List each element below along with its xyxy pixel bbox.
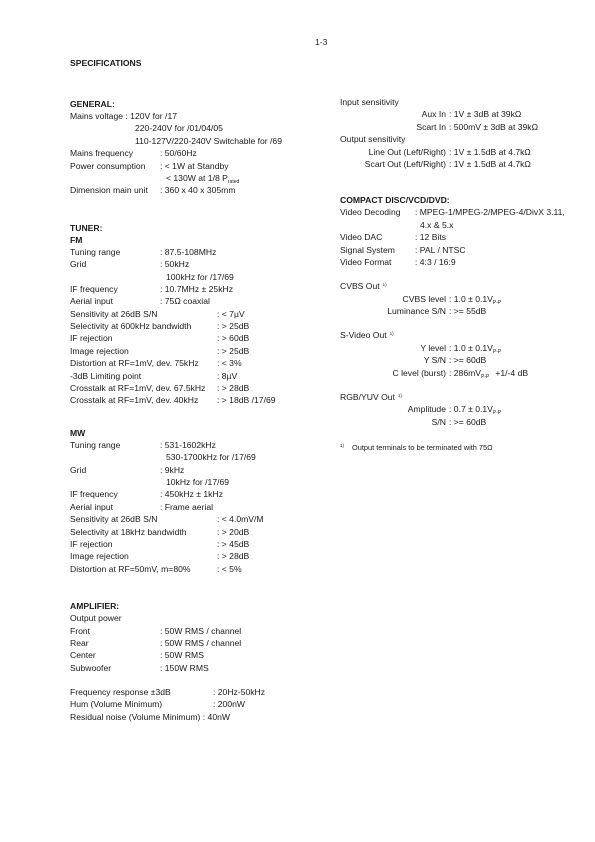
page-number: 1-3: [315, 37, 328, 47]
cvbs-heading: CVBS Out $^{1)}$: [340, 281, 387, 292]
sn-row: [340, 416, 590, 428]
mw-spec-value: : 531-1602kHz: [160, 439, 216, 450]
video-format-value: : 4:3 / 16:9: [415, 256, 456, 267]
signal-system-value: : PAL / NTSC: [415, 244, 466, 255]
fm-spec-row: [70, 258, 330, 270]
mw-heading: MW: [70, 427, 86, 438]
mw-spec-row: [70, 464, 330, 476]
amp-power-label: Center: [70, 650, 96, 661]
amplitude-label: Amplitude: [407, 404, 446, 415]
fm-spec-label: Tuning range: [70, 246, 121, 257]
mains-frequency-value: : 50/60Hz: [160, 148, 197, 159]
power-value-2: < 130W at 1/8 $P_{rated}$: [166, 172, 240, 185]
mw-spec-label: Aerial input: [70, 501, 113, 512]
dimension-value: : 360 x 40 x 305mm: [160, 185, 236, 196]
amp-power-value: : 50W RMS: [160, 650, 204, 661]
scart-in-value: : 500mV ± 3dB at 39kΩ: [449, 121, 539, 132]
fm-spec-label: Image rejection: [70, 345, 129, 356]
mw-spec-list: [70, 439, 330, 575]
amp-power-value: : 50W RMS / channel: [160, 637, 242, 648]
fm-spec-row: [70, 283, 330, 295]
mains-voltage-row-2: [70, 122, 330, 134]
mw-spec-label: Distortion at RF=50mV, m=80%: [70, 563, 191, 574]
mw-spec-row: [70, 501, 330, 513]
mains-voltage-value-2: 220-240V for /01/04/05: [135, 123, 223, 134]
mw-spec-label: Selectivity at 18kHz bandwidth: [70, 526, 187, 537]
mains-voltage-row-3: [70, 135, 330, 147]
luminance-sn-row: [340, 305, 590, 317]
fm-spec-label: Crosstalk at RF=1mV, dev. 67.5kHz: [70, 383, 206, 394]
mw-spec-label: Grid: [70, 464, 87, 475]
mw-spec-row: [70, 513, 330, 525]
amp-power-row: [70, 649, 330, 661]
mains-voltage-row: [70, 110, 330, 122]
mains-frequency-label: Mains frequency: [70, 148, 134, 159]
y-sn-label: Y S/N: [423, 355, 446, 366]
fm-spec-value: : > 25dB: [217, 345, 250, 356]
mw-spec-row: [70, 526, 330, 538]
dimension-row: [70, 184, 330, 196]
mains-voltage-label: Mains voltage : 120V for /17: [70, 111, 178, 121]
video-decoding-value-2: 4.x & 5.x: [420, 219, 454, 230]
fm-spec-row: [70, 394, 330, 406]
amplitude-value: : $0.7 \pm 0.1V_{P-P}$: [449, 404, 502, 417]
scart-out-row: [340, 158, 590, 170]
amplitude-row: [340, 403, 590, 415]
mains-frequency-row: [70, 147, 330, 159]
mw-spec-row: [70, 476, 330, 488]
amp-power-label: Rear: [70, 637, 89, 648]
output-sensitivity-heading: Output sensitivity: [340, 134, 406, 145]
left-column: [70, 98, 330, 723]
y-sn-row: [340, 354, 590, 366]
scart-in-row: [340, 121, 590, 133]
mw-spec-value: : Frame aerial: [160, 501, 214, 512]
video-dac-row: [340, 231, 590, 243]
fm-spec-label: Aerial input: [70, 296, 113, 307]
amp-power-list: [70, 625, 330, 675]
y-level-row: [340, 342, 590, 354]
aux-in-value: : 1V ± 3dB at 39kΩ: [449, 109, 522, 120]
luminance-sn-label: Luminance S/N: [387, 306, 446, 317]
mw-spec-label: Image rejection: [70, 551, 129, 562]
mw-spec-row: [70, 488, 330, 500]
scart-out-label: Scart Out (Left/Right): [364, 158, 446, 169]
amp-power-label: Subwoofer: [70, 662, 112, 673]
luminance-sn-value: : >= 55dB: [449, 306, 487, 317]
mw-spec-row: [70, 550, 330, 562]
fm-spec-value: : 75Ω coaxial: [160, 296, 210, 307]
fm-spec-value: : < 7µV: [217, 308, 245, 319]
mw-spec-row: [70, 439, 330, 451]
power-value-1: : < 1W at Standby: [160, 160, 229, 171]
hum-row: [70, 698, 330, 710]
output-sensitivity-heading-row: [340, 133, 590, 145]
fm-spec-label: Grid: [70, 259, 87, 270]
mw-spec-value: 530-1700kHz for /17/69: [166, 452, 256, 463]
video-decoding-value: : MPEG-1/MPEG-2/MPEG-4/DivX 3.11,: [415, 207, 565, 218]
fm-spec-value: : > 18dB /17/69: [217, 395, 276, 406]
y-level-label: Y level: [420, 342, 446, 353]
amp-power-row: [70, 662, 330, 674]
scart-in-label: Scart In: [416, 121, 446, 132]
freq-response-row: [70, 686, 330, 698]
fm-spec-row: [70, 382, 330, 394]
video-dac-value: : 12 Bits: [415, 232, 447, 243]
mw-spec-value: : 450kHz ± 1kHz: [160, 489, 223, 500]
mw-spec-value: : > 20dB: [217, 526, 250, 537]
output-power-row: [70, 612, 330, 624]
amp-power-value: : 50W RMS / channel: [160, 625, 242, 636]
page-title: SPECIFICATIONS: [70, 58, 142, 68]
freq-response-label: Frequency response ±3dB: [70, 687, 171, 698]
power-row: [70, 160, 330, 172]
video-dac-label: Video DAC: [340, 232, 383, 243]
fm-spec-value: : > 60dB: [217, 333, 250, 344]
cvbs-level-label: CVBS level: [402, 293, 446, 304]
fm-spec-row: [70, 320, 330, 332]
fm-spec-value: 100kHz for /17/69: [166, 271, 234, 282]
mw-spec-value: : < 5%: [217, 563, 242, 574]
video-format-label: Video Format: [340, 256, 392, 267]
freq-response-value: : 20Hz-50kHz: [213, 687, 266, 698]
amplifier-heading: AMPLIFIER:: [70, 601, 120, 612]
power-label: Power consumption: [70, 160, 146, 171]
mains-voltage-value-3: 110-127V/220-240V Switchable for /69: [135, 135, 282, 146]
residual-noise-label: Residual noise (Volume Minimum) : 40nW: [70, 711, 230, 722]
amp-power-label: Front: [70, 625, 91, 636]
output-power-label: Output power: [70, 613, 122, 624]
fm-spec-label: Sensitivity at 26dB S/N: [70, 308, 158, 319]
mw-spec-value: : > 28dB: [217, 551, 250, 562]
mw-spec-label: Sensitivity at 26dB S/N: [70, 514, 158, 525]
fm-spec-row: [70, 332, 330, 344]
aux-in-label: Aux In: [421, 109, 446, 120]
amp-power-row: [70, 637, 330, 649]
signal-system-row: [340, 244, 590, 256]
sn-label: S/N: [431, 416, 446, 427]
input-sensitivity-heading-row: [340, 96, 590, 108]
cvbs-level-row: [340, 293, 590, 305]
footnote-text: Output terminals to be terminated with 75Ω: [352, 443, 493, 453]
cvbs-level-value: : $1.0 \pm 0.1V_{P-P}$: [449, 293, 502, 306]
fm-spec-label: Crosstalk at RF=1mV, dev. 40kHz: [70, 395, 199, 406]
general-heading: GENERAL:: [70, 99, 115, 109]
fm-spec-row: [70, 246, 330, 258]
fm-spec-row: [70, 271, 330, 283]
mw-spec-row: [70, 563, 330, 575]
video-format-row: [340, 256, 590, 268]
hum-label: Hum (Volume Minimum): [70, 699, 163, 710]
mw-spec-label: IF rejection: [70, 538, 113, 549]
fm-spec-value: : < 3%: [217, 358, 242, 369]
scart-out-value: : 1V ± 1.5dB at 4.7kΩ: [449, 158, 531, 169]
fm-spec-row: [70, 308, 330, 320]
video-decoding-row: [340, 206, 590, 218]
tuner-heading: TUNER:: [70, 222, 103, 233]
fm-spec-row: [70, 345, 330, 357]
fm-spec-label: IF frequency: [70, 283, 118, 294]
fm-spec-label: Selectivity at 600kHz bandwidth: [70, 321, 192, 332]
right-column: [340, 96, 590, 454]
amp-power-value: : 150W RMS: [160, 662, 209, 673]
c-level-row: [340, 367, 590, 379]
c-level-value: : $286mV_{P-P} +1/-4$ dB: [449, 367, 529, 380]
mw-spec-row: [70, 451, 330, 463]
fm-spec-label: IF rejection: [70, 333, 113, 344]
video-decoding-label: Video Decoding: [340, 207, 401, 218]
power-row-2: [70, 172, 330, 184]
fm-spec-row: [70, 295, 330, 307]
fm-spec-label: -3dB Limiting point: [70, 370, 142, 381]
mw-spec-row: [70, 538, 330, 550]
fm-spec-value: : 10.7MHz ± 25kHz: [160, 283, 234, 294]
video-decoding-row-2: [340, 219, 590, 231]
c-level-label: C level (burst): [392, 367, 446, 378]
mw-spec-label: IF frequency: [70, 489, 118, 500]
rgb-heading: RGB/YUV Out $^{1)}$: [340, 392, 402, 403]
fm-spec-row: [70, 357, 330, 369]
signal-system-label: Signal System: [340, 244, 395, 255]
line-out-row: [340, 146, 590, 158]
residual-noise-row: [70, 711, 330, 723]
input-sensitivity-heading: Input sensitivity: [340, 97, 399, 107]
fm-spec-value: : 50kHz: [160, 259, 190, 270]
fm-spec-list: [70, 246, 330, 407]
cvbs-heading-row: [340, 280, 590, 292]
line-out-value: : 1V ± 1.5dB at 4.7kΩ: [449, 146, 531, 157]
amp-power-row: [70, 625, 330, 637]
fm-spec-row: [70, 370, 330, 382]
fm-spec-label: Distortion at RF=1mV, dev. 75kHz: [70, 358, 199, 369]
svideo-heading: S-Video Out $^{1)}$: [340, 330, 394, 341]
mw-spec-label: Tuning range: [70, 439, 121, 450]
line-out-label: Line Out (Left/Right): [368, 146, 446, 157]
fm-spec-value: : > 28dB: [217, 383, 250, 394]
y-level-value: : $1.0 \pm 0.1V_{P-P}$: [449, 342, 502, 355]
footnote: [340, 442, 590, 454]
footnote-mark: 1): [340, 443, 345, 449]
mw-spec-value: : < 4.0mV/M: [217, 514, 264, 525]
dimension-label: Dimension main unit: [70, 185, 148, 196]
compact-disc-heading: COMPACT DISC/VCD/DVD:: [340, 195, 450, 206]
mw-spec-value: : 9kHz: [160, 464, 185, 475]
fm-heading: FM: [70, 234, 83, 245]
rgb-heading-row: [340, 391, 590, 403]
y-sn-value: : >= 60dB: [449, 355, 487, 366]
fm-spec-value: : 8µV: [217, 370, 238, 381]
aux-in-row: [340, 108, 590, 120]
fm-spec-value: : 87.5-108MHz: [160, 246, 217, 257]
svideo-heading-row: [340, 329, 590, 341]
sn-value: : >= 60dB: [449, 416, 487, 427]
mw-spec-value: : > 45dB: [217, 538, 250, 549]
hum-value: : 200nW: [213, 699, 246, 710]
mw-spec-value: 10kHz for /17/69: [166, 476, 230, 487]
fm-spec-value: : > 25dB: [217, 321, 250, 332]
